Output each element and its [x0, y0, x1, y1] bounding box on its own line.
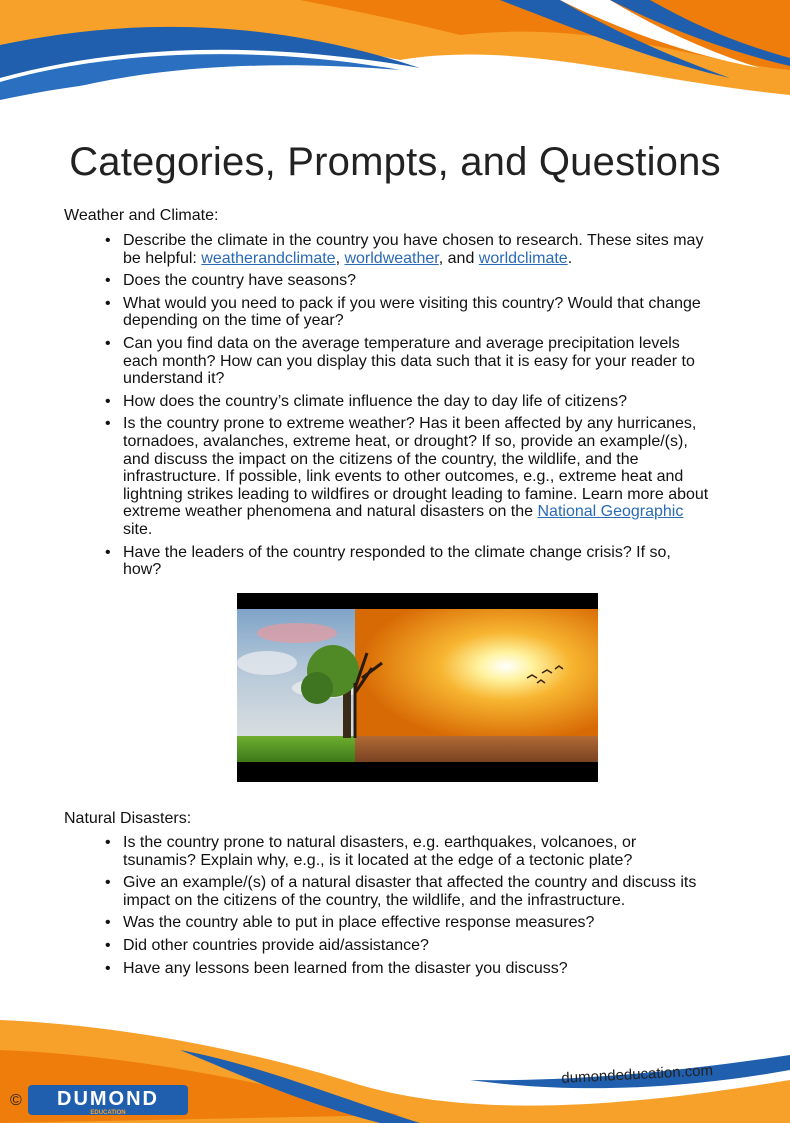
- climate-change-image: [237, 593, 598, 782]
- page-title: Categories, Prompts, and Questions: [69, 140, 721, 184]
- list-item-text: Does the country have seasons?: [123, 272, 357, 290]
- list-item: [105, 232, 710, 267]
- list-item-text: Can you find data on the average temperature and average precipitation levels each month? How can you display this data such that it is easy for your reader to understand it?: [123, 334, 695, 388]
- footer-website: dumondeducation.com: [561, 1062, 714, 1087]
- list-item: [105, 393, 710, 411]
- list-item-text: Is the country prone to natural disasters, e.g. earthquakes, volcanoes, or tsunamis? Explain why, e.g., is it located at the edge of a tectonic plate?: [123, 834, 637, 869]
- worldclimate-link[interactable]: worldclimate: [478, 249, 568, 267]
- list-item-end: .: [567, 249, 573, 267]
- list-item-separator: , and: [438, 249, 479, 267]
- list-item: [105, 415, 710, 538]
- list-item-text: Give an example/(s) of a natural disaster that affected the country and discuss its impact on the citizens of the country, the wildlife, and the infrastructure.: [123, 874, 697, 909]
- national-geographic-link[interactable]: National Geographic: [537, 503, 684, 521]
- list-item-text: Have any lessons been learned from the disaster you discuss?: [123, 959, 568, 977]
- list-item-text: Is the country prone to extreme weather? Has it been affected by any hurricanes, tornadoes, avalanches, extreme heat, or drought? If so, provide an example/(s), and discuss the impact on the citizens of the country, the wildlife, and the infrastructure. If possible, link events to other outcomes, e.g., extreme heat and lightning strikes leading to wildfires or drought leading to famine. Learn more about extreme weather phenomena and natural disasters on the: [123, 415, 709, 521]
- dumond-education-logo: [28, 1083, 193, 1117]
- list-item: [105, 272, 710, 290]
- list-item: [105, 295, 710, 330]
- list-item: [105, 937, 710, 955]
- list-item: [105, 544, 710, 579]
- list-item: [105, 874, 710, 909]
- list-item-text: How does the country’s climate influence the day to day life of citizens?: [123, 392, 627, 410]
- list-item-end: site.: [123, 520, 153, 538]
- list-item-text: What would you need to pack if you were visiting this country? Would that change depending on the time of year?: [123, 294, 701, 330]
- list-item: [105, 914, 710, 932]
- weather-question-list: [105, 232, 710, 584]
- list-item-text: Describe the climate in the country you have chosen to research. These sites may be helpful:: [123, 232, 704, 267]
- weather-section-heading: Weather and Climate:: [64, 207, 219, 224]
- copyright-symbol: ©: [10, 1092, 22, 1109]
- logo-subtext: EDUCATION: [90, 1110, 126, 1116]
- list-item-text: Have the leaders of the country responded to the climate change crisis? If so, how?: [123, 543, 671, 579]
- list-item: [105, 960, 710, 978]
- header-swoosh-decoration: [0, 0, 790, 120]
- list-item-text: Was the country able to put in place effective response measures?: [123, 914, 595, 932]
- list-item-text: Did other countries provide aid/assistance?: [123, 936, 429, 954]
- weatherandclimate-link[interactable]: weatherandclimate: [201, 249, 336, 267]
- disasters-section-heading: Natural Disasters:: [64, 810, 192, 827]
- disasters-question-list: [105, 834, 710, 982]
- worldweather-link[interactable]: worldweather: [344, 249, 439, 267]
- list-item: [105, 335, 710, 388]
- list-item: [105, 834, 710, 869]
- logo-wordmark: DUMOND: [57, 1088, 159, 1110]
- list-item-separator: ,: [335, 249, 345, 267]
